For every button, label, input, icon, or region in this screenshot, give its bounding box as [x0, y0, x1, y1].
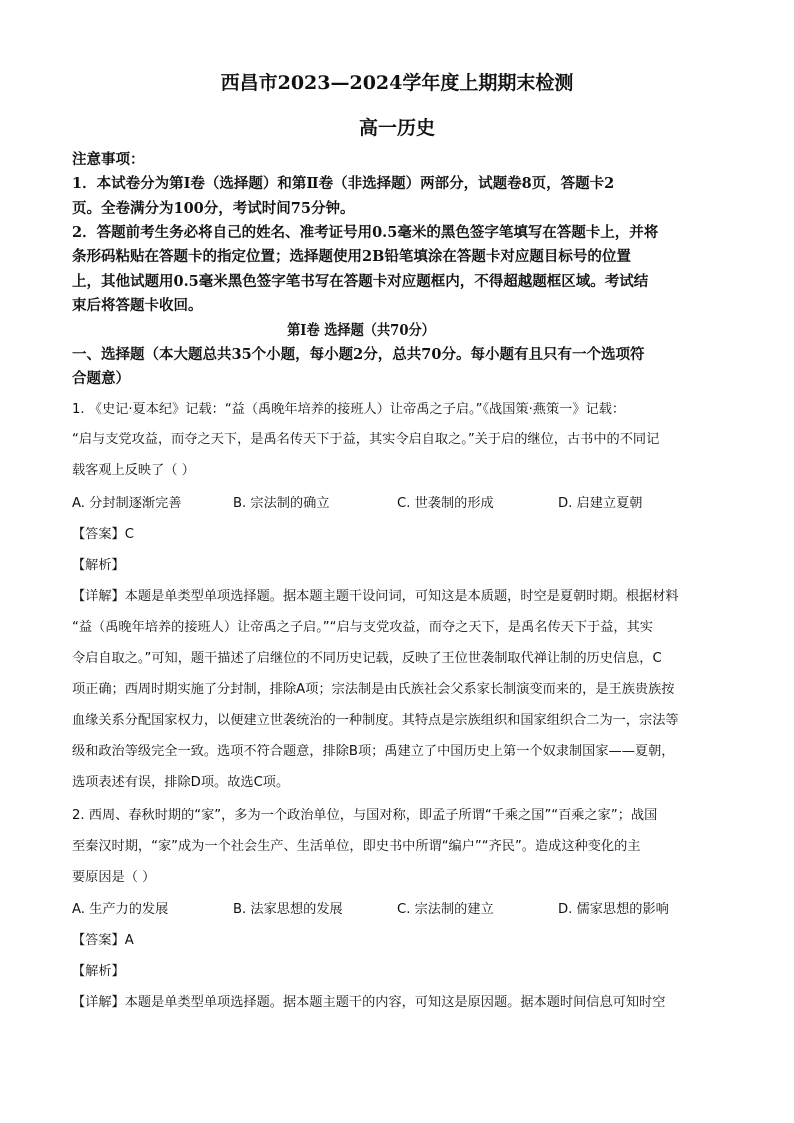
answer-label: 【答案】A	[72, 933, 134, 948]
notice-line: 页。全卷满分为100分，考试时间75分钟。	[72, 200, 355, 217]
exam-subject: 高一历史	[358, 117, 435, 139]
analysis-label: 【解析】	[72, 558, 125, 573]
notice-line: 2．答题前考生务必将自己的姓名、准考证号用0.5毫米的黑色签字笔填写在答题卡上，并将	[72, 224, 659, 241]
section-title: 第Ⅰ卷 选择题（共70分）	[287, 322, 435, 339]
exam-title: 西昌市2023—2024学年度上期期末检测	[220, 72, 574, 94]
detail-line: 级和政治等级完全一致。选项不符合题意，排除B项；禹建立了中国历史上第一个奴隶制国家——夏朝，	[72, 744, 675, 759]
option-d: D. 儒家思想的影响	[558, 902, 669, 917]
notice-line: 条形码粘贴在答题卡的指定位置；选择题使用2B铅笔填涂在答题卡对应题目标号的位置	[72, 248, 631, 265]
option-c: C. 世袭制的形成	[397, 496, 494, 511]
option-c: C. 宗法制的建立	[397, 902, 494, 917]
option-d: D. 启建立夏朝	[558, 496, 643, 511]
option-a: A. 生产力的发展	[72, 902, 169, 917]
question-stem: 1. 《史记·夏本纪》记载：“益（禹晚年培养的接班人）让帝禹之子启。”《战国策·燕策一》记载：	[72, 402, 626, 417]
question-stem: 载客观上反映了（ ）	[72, 463, 195, 478]
question-stem: 2. 西周、春秋时期的“家”，多为一个政治单位，与国对称，即孟子所谓“千乘之国”“百乘之家”；战国	[72, 808, 658, 823]
section-intro: 一、选择题（本大题总共35个小题，每小题2分，总共70分。每小题有且只有一个选项符	[72, 346, 645, 363]
section-intro: 合题意）	[72, 370, 130, 387]
answer-label: 【答案】C	[72, 527, 134, 542]
question-stem: “启与支党攻益，而夺之天下，是禹名传天下于益，其实令启自取之。”关于启的继位，古书中的不同记	[72, 432, 660, 447]
analysis-label: 【解析】	[72, 964, 125, 979]
detail-line: “益（禹晚年培养的接班人）让帝禹之子启。”“启与支党攻益，而夺之天下，是禹名传天下于益，其实	[72, 620, 653, 635]
detail-line: 项正确；西周时期实施了分封制，排除A项；宗法制是由氏族社会父系家长制演变而来的，是王族贵族按	[72, 682, 675, 697]
option-a: A. 分封制逐渐完善	[72, 496, 182, 511]
detail-line: 选项表述有误，排除D项。故选C项。	[72, 775, 290, 790]
notice-line: 上，其他试题用0.5毫米黑色签字笔书写在答题卡对应题框内，不得超越题框区域。考试结	[72, 273, 649, 290]
notice-line: 束后将答题卡收回。	[72, 297, 203, 314]
notice-heading: 注意事项：	[72, 151, 145, 168]
detail-line: 令启自取之。”可知，题干描述了启继位的不同历史记载，反映了王位世袭制取代禅让制的历史信息，C	[72, 651, 662, 666]
option-b: B. 法家思想的发展	[233, 902, 343, 917]
detail-line: 【详解】本题是单类型单项选择题。据本题主题干的内容，可知这是原因题。据本题时间信息可知时空	[72, 995, 666, 1010]
question-stem: 至秦汉时期，“家”成为一个社会生产、生活单位，即史书中所谓“编户”“齐民”。造成这种变化的主	[72, 839, 641, 854]
detail-line: 血缘关系分配国家权力，以便建立世袭统治的一种制度。其特点是宗族组织和国家组织合二为一，宗法等	[72, 713, 679, 728]
option-b: B. 宗法制的确立	[233, 496, 330, 511]
question-stem: 要原因是（ ）	[72, 870, 156, 885]
notice-line: 1．本试卷分为第Ⅰ卷（选择题）和第Ⅱ卷（非选择题）两部分，试题卷8页，答题卡2	[72, 175, 615, 192]
detail-line: 【详解】本题是单类型单项选择题。据本题主题干设问词，可知这是本质题，时空是夏朝时期。根据材料	[72, 589, 679, 604]
